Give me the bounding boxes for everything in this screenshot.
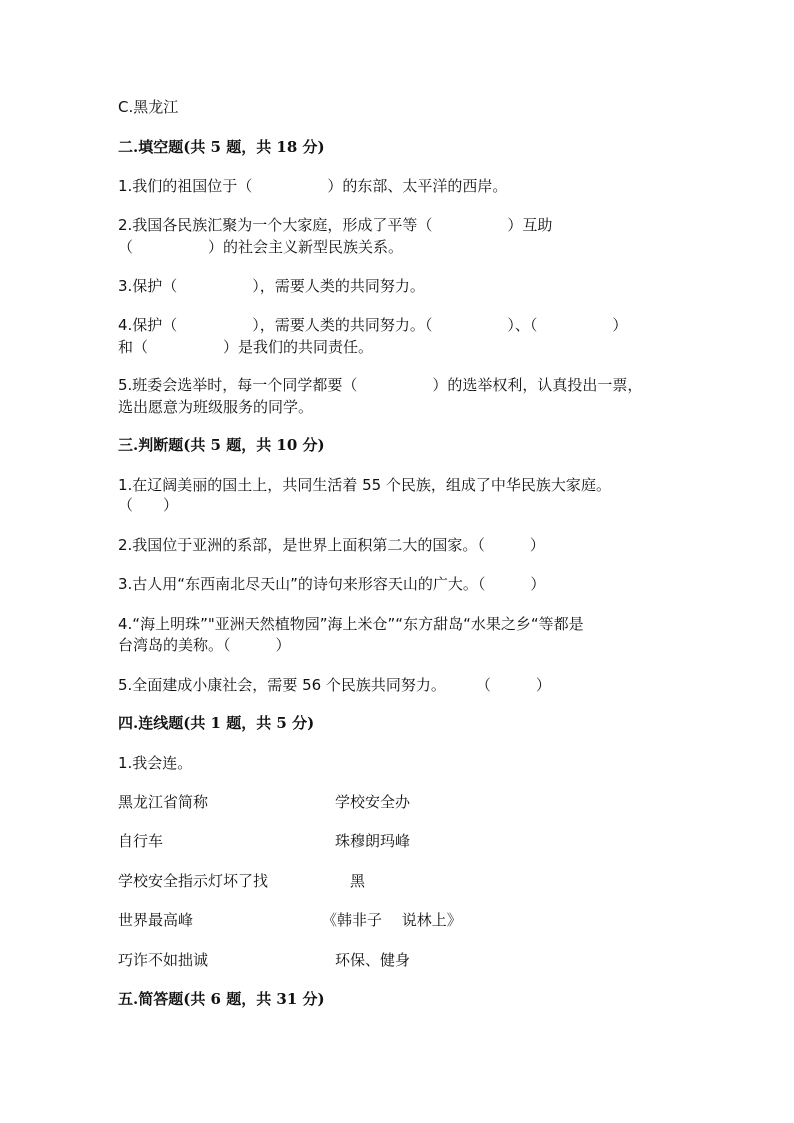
match-right-item: 珠穆朗玛峰 — [335, 832, 411, 850]
match-right-item: 黑 — [335, 872, 366, 890]
section-judge-heading: 三.判断题(共 5 题，共 10 分) — [118, 436, 325, 454]
fill-question-1: 1.我们的祖国位于（ ）的东部、太平洋的西岸。 — [118, 177, 508, 195]
match-right-item: 《韩非子 说林上》 — [322, 911, 462, 929]
judge-question-4-line-1: 4.“海上明珠”"亚洲天然植物园”海上米仓”“东方甜岛“水果之乡“等都是 — [118, 615, 584, 633]
section-short-heading: 五.简答题(共 6 题，共 31 分) — [118, 990, 325, 1008]
match-left-item: 巧诈不如拙诚 — [118, 951, 209, 969]
judge-question-3: 3.古人用“东西南北尽天山”的诗句来形容天山的广大。（ ） — [118, 575, 546, 593]
judge-question-4-line-2: 台湾岛的美称。（ ） — [118, 636, 291, 654]
match-right-item: 学校安全办 — [335, 793, 411, 811]
match-left-item: 世界最高峰 — [118, 911, 194, 929]
judge-question-5: 5.全面建成小康社会，需要 56 个民族共同努力。 （ ） — [118, 676, 551, 694]
match-left-item: 学校安全指示灯坏了找 — [118, 872, 269, 890]
fill-question-5-line-1: 5.班委会选举时，每一个同学都要（ ）的选举权利，认真投出一票， — [118, 376, 643, 394]
fill-question-5-line-2: 选出愿意为班级服务的同学。 — [118, 398, 314, 416]
judge-question-1-line-1: 1.在辽阔美丽的国土上，共同生活着 55 个民族，组成了中华民族大家庭。 — [118, 476, 611, 494]
section-match-heading: 四.连线题(共 1 题，共 5 分) — [118, 714, 315, 732]
fill-question-2-line-1: 2.我国各民族汇聚为一个大家庭，形成了平等（ ）互助 — [118, 216, 553, 234]
fill-question-4-line-2: 和（ ）是我们的共同责任。 — [118, 338, 374, 356]
match-question-1: 1.我会连。 — [118, 754, 193, 772]
fill-question-2-line-2: （ ）的社会主义新型民族关系。 — [118, 238, 404, 256]
option-c: C.黑龙江 — [118, 98, 179, 116]
fill-question-4-line-1: 4.保护（ ），需要人类的共同努力。（ ）、（ ） — [118, 316, 628, 334]
fill-question-3: 3.保护（ ），需要人类的共同努力。 — [118, 277, 425, 295]
judge-question-1-line-2: （ ） — [118, 496, 179, 514]
match-left-item: 黑龙江省简称 — [118, 793, 209, 811]
judge-question-2: 2.我国位于亚洲的系部，是世界上面积第二大的国家。（ ） — [118, 536, 545, 554]
match-right-item: 环保、健身 — [335, 951, 411, 969]
match-left-item: 自行车 — [118, 832, 164, 850]
section-fill-heading: 二.填空题(共 5 题，共 18 分) — [118, 138, 325, 156]
